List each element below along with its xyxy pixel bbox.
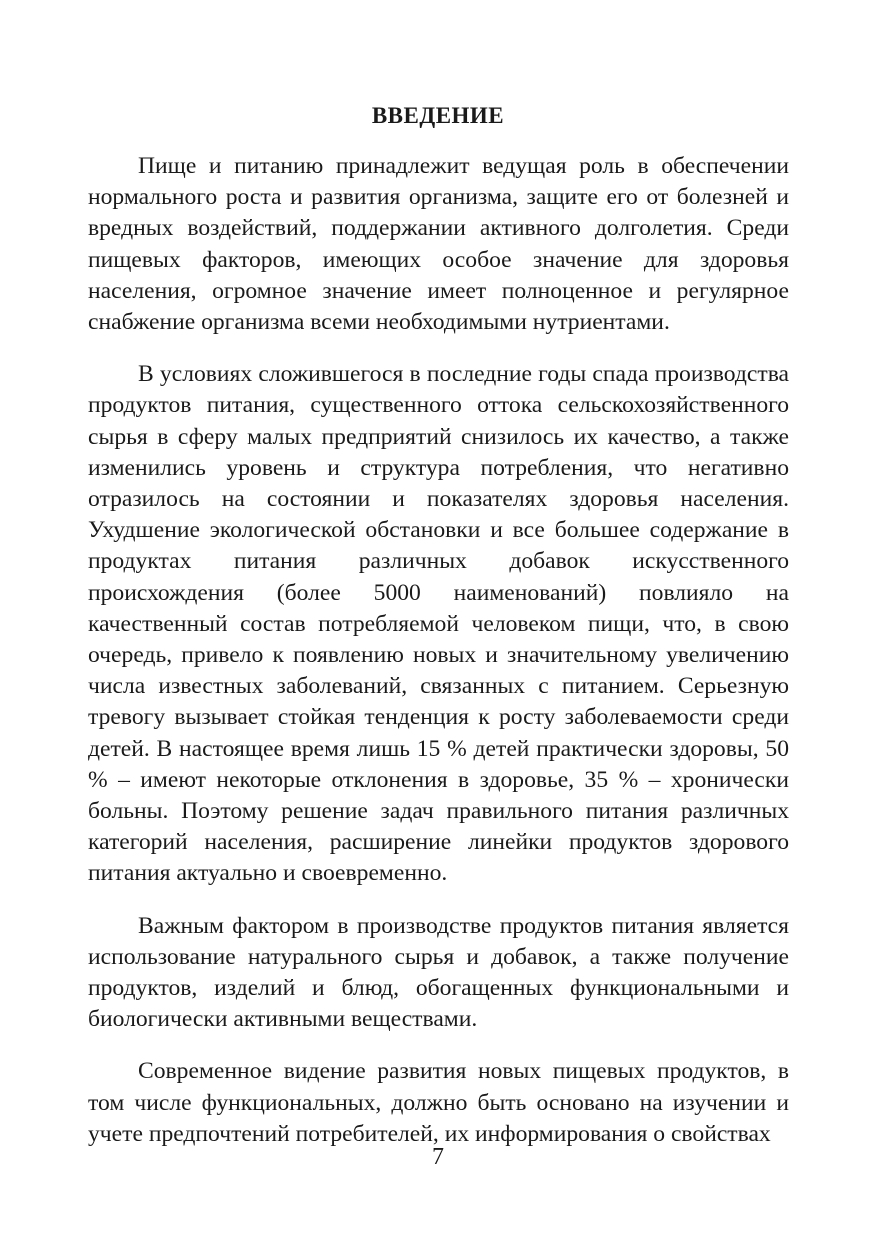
section-heading: ВВЕДЕНИЕ xyxy=(371,103,505,128)
paragraph-2: В условиях сложившегося в последние годы спада производства продуктов питания, существенного оттока сельскохозяйственного сырья в сферу малых предприятий снизилось их качество, а также изменились уровень и структура потребления, что негативно отразилось на состоянии и показателях здоровья населения. Ухудшение экологической обстановки и все большее содержание в продуктах питания различных добавок искусственного происхождения (более 5000 наименований) повлияло на качественный состав потребляемой человеком пищи, что, в свою очередь, привело к появлению новых и значительному увеличению числа известных заболеваний, связанных с питанием. Серьезную тревогу вызывает стойкая тенденция к росту заболеваемости среди детей. В настоящее время лишь 15 % детей практически здоровы, 50 % – имеют некоторые отклонения в здоровье, 35 % – хронически больны. Поэтому решение задач правильного питания различных категорий населения, расширение линейки продуктов здорового питания актуально и своевременно. xyxy=(88,361,789,887)
page-number: 7 xyxy=(432,1144,444,1170)
paragraph-1: Пище и питанию принадлежит ведущая роль в обеспечении нормального роста и развития организма, защите его от болезней и вредных воздействий, поддержании активного долголетия. Среди пищевых факторов, имеющих особое значение для здоровья населения, огромное значение имеет полноценное и регулярное снабжение организма всеми необходимыми нутриентами. xyxy=(88,153,789,336)
paragraph-4: Современное видение развития новых пищевых продуктов, в том числе функциональных, должно быть основано на изучении и учете предпочтений потребителей, их информирования о свойствах xyxy=(88,1058,789,1147)
paragraph-3: Важным фактором в производстве продуктов питания является использование натурального сырья и добавок, а также получение продуктов, изделий и блюд, обогащенных функциональными и биологически активными веществами. xyxy=(88,912,789,1033)
body-text xyxy=(88,151,789,1171)
